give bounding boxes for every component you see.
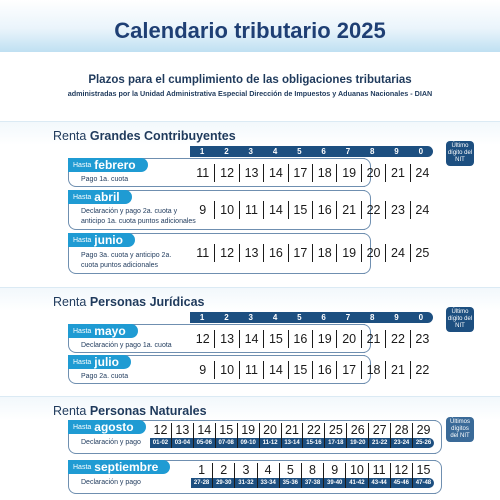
due-day: 25 [328, 423, 343, 437]
nit-range: 03-04 [172, 438, 193, 448]
due-day: 10 [214, 201, 238, 219]
nit-digit: 4 [272, 147, 278, 156]
nit-digit: 8 [370, 147, 375, 156]
nit-digit: 1 [199, 313, 205, 322]
due-day: 10 [214, 361, 238, 379]
due-day: 3 [242, 463, 250, 477]
nit-label: Últimos dígitos del NIT [446, 417, 474, 442]
nit-digit: 8 [370, 313, 375, 322]
due-day: 23 [385, 201, 409, 219]
row-description: Declaración y pago 2a. cuota y anticipo 1a. cuota puntos adicionales [81, 208, 196, 225]
due-day: 21 [385, 361, 409, 379]
nit-digit: 1 [199, 147, 205, 156]
month-pill: Hasta julio [68, 355, 131, 369]
nit-range: 05-06 [194, 438, 215, 448]
due-day-cell [302, 423, 324, 448]
due-day-cell [279, 463, 301, 488]
section-title: Renta Personas Naturales [53, 404, 207, 418]
due-day: 17 [336, 361, 360, 379]
row-description: Pago 3a. cuota y anticipo 2a. cuota puntos adicionales [81, 252, 172, 269]
due-day: 21 [336, 201, 360, 219]
due-day: 26 [350, 423, 365, 437]
nit-range: 13-14 [282, 438, 303, 448]
row-description: Pago 2a. cuota [81, 373, 129, 380]
due-day: 21 [285, 423, 299, 437]
month-pill: Hasta septiembre [68, 460, 170, 474]
due-day-cell [212, 463, 234, 488]
due-day: 14 [263, 361, 287, 379]
nit-range: 17-18 [325, 438, 346, 448]
due-day: 14 [197, 423, 212, 437]
due-day-cell [390, 463, 412, 488]
due-day: 1 [198, 463, 206, 477]
due-day: 12 [214, 244, 238, 262]
due-day: 13 [239, 164, 263, 182]
nit-range: 45-46 [391, 478, 412, 488]
due-day: 12 [195, 332, 210, 346]
due-day: 19 [336, 244, 360, 262]
nit-label: Último dígito del NIT [446, 141, 474, 166]
due-day: 11 [239, 361, 263, 379]
due-day: 21 [361, 330, 385, 348]
section-title: Renta Personas Jurídicas [53, 295, 205, 309]
due-day: 24 [410, 201, 434, 219]
due-days-ranges [150, 423, 434, 448]
due-day: 17 [288, 164, 312, 182]
nit-range: 01-02 [150, 438, 171, 448]
nit-range: 47-48 [413, 478, 434, 488]
nit-digit: 2 [224, 147, 229, 156]
due-day: 8 [309, 463, 316, 477]
nit-range: 37-38 [302, 478, 323, 488]
nit-digit: 6 [321, 313, 326, 322]
due-day-cell [281, 423, 303, 448]
nit-digit: 9 [394, 147, 399, 156]
nit-range: 31-32 [235, 478, 256, 488]
due-day-cell [368, 463, 390, 488]
due-day: 20 [361, 164, 385, 182]
due-day: 20 [263, 423, 278, 437]
nit-digit: 0 [418, 313, 424, 322]
row-septiembre [68, 460, 436, 494]
due-day: 5 [286, 463, 294, 477]
nit-range: 07-08 [216, 438, 237, 448]
row-abril [68, 190, 430, 230]
due-day-cell [215, 423, 237, 448]
due-day-cell [234, 463, 256, 488]
nit-digit: 3 [248, 313, 253, 322]
row-description: Declaración y pago [81, 479, 141, 486]
nit-range: 21-22 [369, 438, 390, 448]
nit-digit: 6 [321, 147, 326, 156]
due-day-cell [259, 423, 281, 448]
row-description: Declaración y pago 1a. cuota [81, 342, 172, 349]
due-day: 16 [312, 201, 336, 219]
due-day: 9 [199, 203, 207, 217]
due-day: 16 [312, 361, 336, 379]
nit-range: 33-34 [258, 478, 279, 488]
nit-digit-header [190, 312, 433, 323]
due-days [191, 201, 434, 219]
nit-digit: 5 [297, 313, 302, 322]
due-day: 18 [312, 164, 336, 182]
due-day: 18 [312, 244, 336, 262]
due-day: 19 [312, 330, 336, 348]
due-days [191, 244, 434, 262]
due-day: 15 [288, 201, 312, 219]
due-day-cell [257, 463, 279, 488]
due-day: 12 [214, 164, 238, 182]
nit-digit: 3 [248, 147, 253, 156]
due-day: 13 [175, 423, 190, 437]
due-day-cell [390, 423, 412, 448]
nit-range: 15-16 [303, 438, 324, 448]
section-title: Renta Grandes Contribuyentes [53, 129, 236, 143]
due-day: 28 [394, 423, 409, 437]
due-day: 25 [410, 244, 434, 262]
nit-range: 27-28 [191, 478, 212, 488]
nit-range: 29-30 [213, 478, 234, 488]
due-day: 12 [394, 463, 409, 477]
due-day: 13 [214, 330, 238, 348]
due-day: 16 [288, 330, 312, 348]
due-day: 19 [336, 164, 360, 182]
due-days [191, 361, 434, 379]
month-pill: Hasta agosto [68, 420, 146, 434]
nit-digit: 5 [297, 147, 302, 156]
nit-range: 19-20 [347, 438, 368, 448]
due-day-cell [324, 423, 346, 448]
nit-range: 25-26 [413, 438, 434, 448]
due-day: 12 [153, 423, 168, 437]
month-pill: Hasta mayo [68, 324, 138, 338]
due-day: 20 [361, 244, 385, 262]
nit-digit: 4 [272, 313, 278, 322]
due-days [191, 164, 434, 182]
due-day: 18 [361, 361, 385, 379]
due-day: 13 [239, 244, 263, 262]
due-day-cell [323, 463, 345, 488]
due-day: 22 [385, 330, 409, 348]
nit-digit: 9 [394, 313, 399, 322]
month-pill: Hasta abril [68, 190, 132, 204]
due-days [191, 330, 434, 348]
due-day: 10 [349, 463, 364, 477]
due-day: 17 [288, 244, 312, 262]
nit-range: 43-44 [369, 478, 390, 488]
row-description: Declaración y pago [81, 439, 141, 446]
due-day: 9 [331, 463, 339, 477]
due-day-cell [150, 423, 171, 448]
due-day: 22 [306, 423, 321, 437]
nit-digit: 0 [418, 147, 424, 156]
due-day: 20 [336, 330, 360, 348]
due-day-cell [412, 463, 434, 488]
due-day-cell [191, 463, 212, 488]
due-day: 15 [263, 330, 287, 348]
due-day: 22 [410, 361, 434, 379]
nit-range: 23-24 [391, 438, 412, 448]
due-day: 2 [220, 463, 228, 477]
nit-range: 09-10 [238, 438, 259, 448]
due-day: 19 [241, 423, 256, 437]
due-day: 14 [239, 330, 263, 348]
due-day-cell [368, 423, 390, 448]
due-day: 14 [263, 201, 287, 219]
due-day-cell [346, 423, 368, 448]
nit-range: 39-40 [324, 478, 345, 488]
due-day: 15 [288, 361, 312, 379]
due-day-cell [345, 463, 367, 488]
due-day-cell [237, 423, 259, 448]
due-day-cell [193, 423, 215, 448]
row-febrero [68, 158, 430, 187]
due-day: 22 [361, 201, 385, 219]
due-day: 23 [410, 330, 434, 348]
month-pill: Hasta junio [68, 233, 135, 247]
due-day: 15 [416, 463, 431, 477]
nit-range: 11-12 [260, 438, 281, 448]
nit-range: 35-36 [280, 478, 301, 488]
due-day: 11 [372, 463, 386, 477]
page-title: Calendario tributario 2025 [114, 18, 386, 43]
due-days-ranges [191, 463, 434, 488]
row-mayo [68, 324, 430, 353]
subtitle-entity: administradas por la Unidad Administrativa Especial Dirección de Impuestos y Aduanas Nacionales - DIAN [67, 89, 433, 98]
due-day: 29 [416, 423, 431, 437]
due-day: 11 [196, 166, 210, 180]
due-day: 4 [264, 463, 272, 477]
row-junio [68, 233, 430, 274]
month-pill: Hasta febrero [68, 158, 148, 172]
due-day: 24 [385, 244, 409, 262]
due-day-cell [412, 423, 434, 448]
due-day: 16 [263, 244, 287, 262]
due-day-cell [301, 463, 323, 488]
nit-digit: 7 [345, 147, 351, 156]
due-day: 24 [410, 164, 434, 182]
row-agosto [68, 420, 436, 454]
nit-range: 41-42 [346, 478, 367, 488]
nit-label: Último dígito del NIT [446, 307, 474, 332]
due-day: 11 [239, 201, 263, 219]
row-description: Pago 1a. cuota [81, 176, 129, 183]
due-day: 14 [263, 164, 287, 182]
nit-digit: 2 [224, 313, 229, 322]
due-day: 21 [385, 164, 409, 182]
subtitle: Plazos para el cumplimiento de las obligaciones tributarias [88, 74, 412, 86]
due-day-cell [171, 423, 193, 448]
due-day: 11 [196, 246, 210, 260]
nit-digit: 7 [345, 313, 351, 322]
due-day: 15 [219, 423, 234, 437]
row-julio [68, 355, 430, 384]
nit-digit-header [190, 146, 433, 157]
due-day: 27 [372, 423, 387, 437]
due-day: 9 [199, 363, 207, 377]
